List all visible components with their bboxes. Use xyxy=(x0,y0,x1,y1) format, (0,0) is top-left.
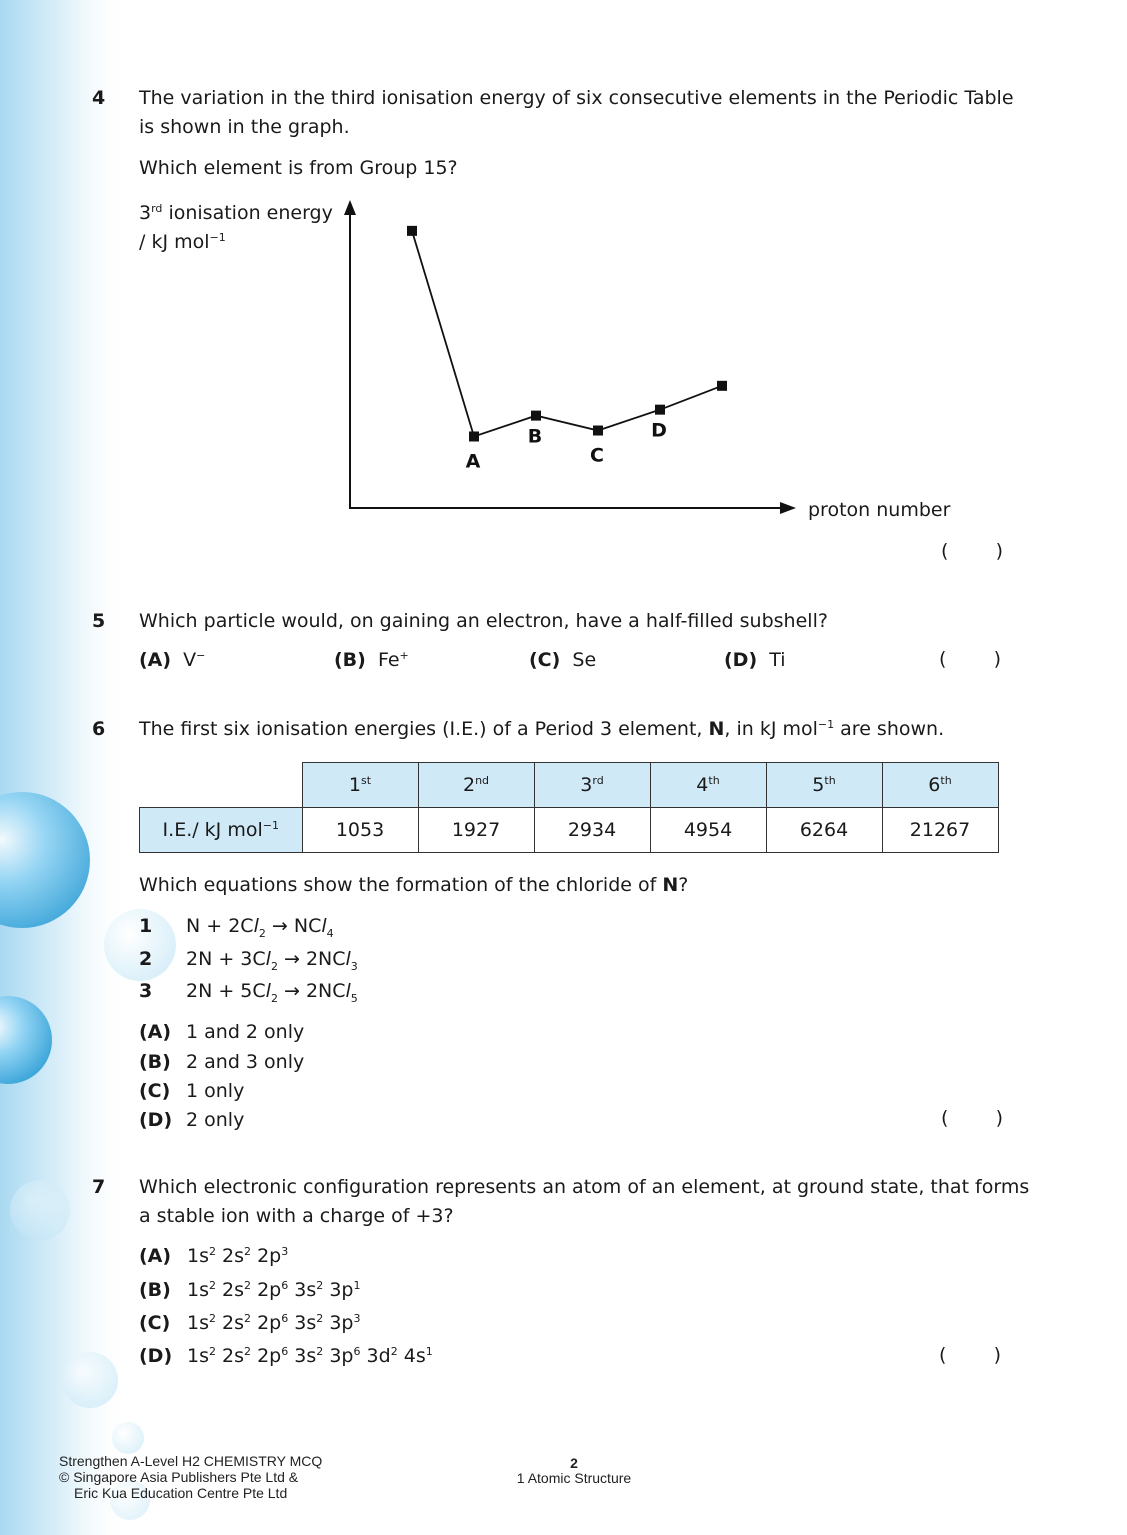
footer-copyright: © Singapore Asia Publishers Pte Ltd & xyxy=(59,1469,299,1485)
chart-ylabel-line1: 3rd ionisation energy xyxy=(139,202,333,224)
question-6-option-b[interactable]: (B) 2 and 3 only xyxy=(139,1051,305,1073)
footer-publisher: Eric Kua Education Centre Pte Ltd xyxy=(74,1485,288,1501)
table-cell: 1927 xyxy=(418,808,534,853)
table-header-row xyxy=(140,763,999,808)
chart-xlabel: proton number xyxy=(808,499,951,521)
data-point xyxy=(717,381,727,391)
data-point xyxy=(593,426,603,436)
point-label-a: A xyxy=(465,450,481,473)
question-7-answer-box[interactable]: ( ) xyxy=(939,1344,1001,1366)
question-7-text-line2: a stable ion with a charge of +3? xyxy=(139,1205,454,1227)
point-label-b: B xyxy=(527,425,543,448)
question-7-text-line1: Which electronic configuration represents an atom of an element, at ground state, that forms xyxy=(139,1176,1030,1198)
footer-chapter: 1 Atomic Structure xyxy=(516,1470,632,1486)
question-5-number: 5 xyxy=(92,610,106,632)
question-6-option-d[interactable]: (D) 2 only xyxy=(139,1109,245,1131)
question-6-option-c[interactable]: (C) 1 only xyxy=(139,1080,245,1102)
table-cell: 6264 xyxy=(766,808,882,853)
question-4-number: 4 xyxy=(92,87,106,109)
question-7-option-a[interactable]: (A) $1s^2$ $2s^2$ $2p^3$ xyxy=(139,1245,289,1267)
equation-2: 2 $2N + 3Cl_2 \to 2NCl_3$ xyxy=(139,948,358,973)
footer-left xyxy=(59,1453,322,1501)
question-5-text: Which particle would, on gaining an electron, have a half-filled subshell? xyxy=(139,610,828,632)
question-6-option-a[interactable]: (A) 1 and 2 only xyxy=(139,1021,305,1043)
footer-book-title: Strengthen A-Level H2 CHEMISTRY MCQ xyxy=(59,1453,323,1469)
question-6-number: 6 xyxy=(92,718,106,740)
question-5-option-c[interactable]: (C) Se xyxy=(529,649,597,671)
question-7-option-b[interactable]: (B) $1s^2$ $2s^2$ $2p^6$ $3s^2$ $3p^1$ xyxy=(139,1279,361,1301)
page-number: 2 xyxy=(570,1455,578,1471)
table-header-6th: 6th xyxy=(882,763,998,808)
question-7-option-c[interactable]: (C) $1s^2$ $2s^2$ $2p^6$ $3s^2$ $3p^3$ xyxy=(139,1312,361,1334)
question-5-option-b[interactable]: (B) Fe+ xyxy=(334,649,409,671)
point-label-d: D xyxy=(651,419,667,442)
question-6-text: The first six ionisation energies (I.E.) of a Period 3 element, N, in kJ mol$^{-1}$ are shown. xyxy=(139,718,945,740)
point-label-c: C xyxy=(590,444,604,467)
table-header-5th: 5th xyxy=(766,763,882,808)
table-header-2nd: 2nd xyxy=(418,763,534,808)
table-cell: 4954 xyxy=(650,808,766,853)
table-row-label: I.E./ kJ mol$^{-1}$ xyxy=(140,808,303,853)
data-point xyxy=(655,405,665,415)
ionisation-energy-table xyxy=(139,762,999,853)
question-4-answer-box[interactable]: ( ) xyxy=(941,540,1003,562)
table-header-1st: 1st xyxy=(302,763,418,808)
question-4-text-line1: The variation in the third ionisation energy of six consecutive elements in the Periodic Table xyxy=(139,87,1014,109)
data-point xyxy=(469,431,479,441)
table-corner xyxy=(140,763,303,808)
y-axis-arrow xyxy=(344,200,356,215)
data-point xyxy=(407,226,417,236)
chart-ylabel-line2: / kJ mol$^{-1}$ xyxy=(139,231,226,253)
question-7-number: 7 xyxy=(92,1176,106,1198)
question-5-option-d[interactable]: (D) Ti xyxy=(724,649,786,671)
ionisation-energy-chart xyxy=(0,0,1127,560)
table-cell: 1053 xyxy=(302,808,418,853)
table-cell: 2934 xyxy=(534,808,650,853)
question-7-option-d[interactable]: (D) $1s^2$ $2s^2$ $2p^6$ $3s^2$ $3p^6$ $3d^2$ $4s^1$ xyxy=(139,1345,433,1367)
series-line xyxy=(412,231,722,437)
equation-3: 3 $2N + 5Cl_2 \to 2NCl_5$ xyxy=(139,980,358,1005)
question-5-option-a[interactable]: (A) V− xyxy=(139,649,206,671)
question-6-prompt: Which equations show the formation of the chloride of N? xyxy=(139,874,689,896)
table-header-3rd: 3rd xyxy=(534,763,650,808)
question-5-answer-box[interactable]: ( ) xyxy=(939,648,1001,670)
equation-1: 1 $N + 2Cl_2 \to NCl_4$ xyxy=(139,915,334,940)
data-point xyxy=(531,411,541,421)
question-6-answer-box[interactable]: ( ) xyxy=(941,1107,1003,1129)
table-cell: 21267 xyxy=(882,808,998,853)
table-header-4th: 4th xyxy=(650,763,766,808)
table-row xyxy=(140,808,999,853)
question-4-prompt: Which element is from Group 15? xyxy=(139,157,458,179)
question-4-text-line2: is shown in the graph. xyxy=(139,116,350,138)
x-axis-arrow xyxy=(780,502,796,514)
